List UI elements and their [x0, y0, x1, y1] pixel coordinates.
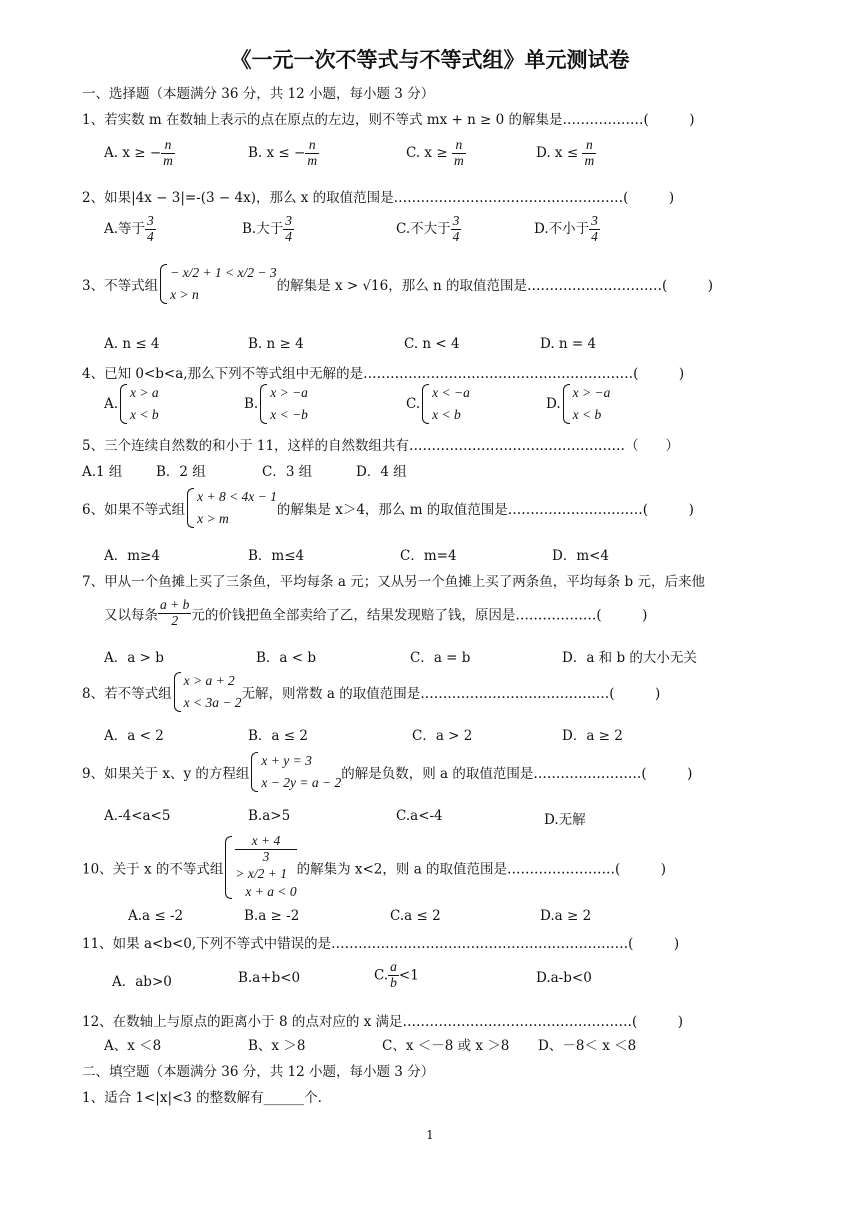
equation-system: x + y = 3 x − 2y = a − 2 — [249, 750, 341, 794]
option-c: C. x ≥ $\frac{n}{m}$ — [406, 137, 464, 168]
question-stem: 7、甲从一个鱼摊上买了三条鱼，平均每条 a 元；又从另一个鱼摊上买了两条鱼，平均每条 b 元，后来他 — [82, 574, 705, 590]
section-heading: 二、填空题（本题满分 36 分，共 12 小题，每小题 3 分） — [82, 1064, 435, 1080]
option-b: B.大于 $\frac{3}{4}$ — [242, 213, 292, 244]
option-a: A.-4<a<5 — [104, 808, 171, 824]
page-number: 1 — [426, 1128, 434, 1142]
option-c: C. n < 4 — [404, 336, 460, 352]
inequality-system: x + 4 3 > x/2 + 1 x + a < 0 — [223, 834, 296, 901]
section-heading: 一、选择题（本题满分 36 分，共 12 小题，每小题 3 分） — [82, 86, 435, 102]
question-stem: 12、在数轴上与原点的距离小于 8 的点对应的 x 满足……………………………………………( ) — [82, 1014, 684, 1030]
option-c: C、x ＜－8 或 x ＞8 — [382, 1038, 510, 1054]
option-d: D. x > −a x < b — [546, 382, 610, 426]
option-a: A. x ≥ − $\frac{n}{m}$ — [104, 137, 173, 168]
option-d: D. x ≤ $\frac{n}{m}$ — [536, 137, 595, 168]
option-c: C. x < −a x < b — [406, 382, 470, 426]
question-stem: 10、关于 x 的不等式组 x + 4 3 > x/2 + 1 x + a < 0 的解集为 x<2，则 a 的取值范围是……………………( ) — [82, 833, 667, 899]
question-stem: 3、不等式组 − x/2 + 1 < x/2 − 3 x > n 的解集是 x > √16，那么 n 的取值范围是…………………………( ) — [82, 262, 713, 306]
option-b: B．a ≤ 2 — [248, 728, 308, 744]
option-b: B、x ＞8 — [248, 1038, 306, 1054]
inequality-system: − x/2 + 1 < x/2 − 3 x > n — [158, 262, 277, 306]
option-b: B．2 组 — [156, 464, 206, 480]
option-c: C.a ≤ 2 — [390, 908, 441, 924]
option-d: D．m<4 — [552, 548, 610, 564]
option-c: C．m=4 — [400, 548, 457, 564]
question-stem: 1、若实数 m 在数轴上表示的点在原点的左边，则不等式 mx + n ≥ 0 的解集是………………( ) — [82, 112, 695, 128]
option-b: B.a+b<0 — [238, 970, 301, 986]
option-b: B.a ≥ -2 — [244, 908, 300, 924]
option-c: C. $\frac{a}{b}$ <1 — [374, 959, 419, 990]
option-d: D．a ≥ 2 — [562, 728, 623, 744]
option-d: D. n = 4 — [540, 336, 597, 352]
option-a: A、x ＜8 — [104, 1038, 162, 1054]
option-a: A.1 组 — [82, 464, 123, 480]
question-stem: 6、如果不等式组 x + 8 < 4x − 1 x > m 的解集是 x＞4，那么 m 的取值范围是…………………………( ) — [82, 486, 694, 530]
page-title: 《一元一次不等式与不等式组》单元测试卷 — [230, 48, 630, 72]
inequality-system: x > a + 2 x < 3a − 2 — [172, 670, 242, 714]
option-d: D．4 组 — [356, 464, 407, 480]
option-a: A. n ≤ 4 — [104, 336, 160, 352]
option-a: A．m≥4 — [104, 548, 160, 564]
option-d: D.不小于 $\frac{3}{4}$ — [534, 213, 598, 244]
option-a: A.a ≤ -2 — [128, 908, 184, 924]
option-b: B. x > −a x < −b — [244, 382, 308, 426]
option-b: B.a>5 — [248, 808, 291, 824]
option-d: D.无解 — [544, 812, 586, 828]
option-d: D．a 和 b 的大小无关 — [562, 650, 697, 666]
option-c: C.不大于 $\frac{3}{4}$ — [396, 213, 460, 244]
question-stem: 8、若不等式组 x > a + 2 x < 3a − 2 无解，则常数 a 的取值范围是……………………………………( ) — [82, 670, 660, 714]
option-c: C.a<-4 — [396, 808, 443, 824]
option-b: B．a < b — [256, 650, 317, 666]
option-a: A. x > a x < b — [104, 382, 159, 426]
fill-question: 1、适合 1<|x|<3 的整数解有______个. — [82, 1090, 322, 1106]
option-b: B．m≤4 — [248, 548, 305, 564]
option-c: C．a > 2 — [412, 728, 473, 744]
question-stem: 11、如果 a<b<0,下列不等式中错误的是…………………………………………………………( ) — [82, 936, 680, 952]
option-a: A．ab>0 — [112, 974, 172, 990]
inequality-system: x + 8 < 4x − 1 x > m — [185, 486, 277, 530]
question-stem: 2、如果|4x − 3|=-(3 − 4x)，那么 x 的取值范围是……………………………………………( ) — [82, 190, 675, 206]
option-a: A．a < 2 — [104, 728, 164, 744]
option-d: D.a-b<0 — [536, 970, 592, 986]
option-d: D、－8＜ x ＜8 — [538, 1038, 637, 1054]
option-c: C．a = b — [410, 650, 471, 666]
option-a: A.等于 $\frac{3}{4}$ — [104, 213, 154, 244]
question-stem: 5、三个连续自然数的和小于 11，这样的自然数组共有…………………………………………（ ） — [82, 438, 680, 454]
option-b: B. n ≥ 4 — [248, 336, 304, 352]
option-d: D.a ≥ 2 — [540, 908, 592, 924]
question-stem-cont: 又以每条 $\frac{a + b}{2}$ 元的价钱把鱼全部卖给了乙，结果发现赔了钱，原因是………………( ) — [104, 597, 648, 628]
option-a: A．a > b — [104, 650, 164, 666]
question-stem: 4、已知 0<b<a,那么下列不等式组中无解的是……………………………………………………( ) — [82, 366, 685, 382]
question-stem: 9、如果关于 x、y 的方程组 x + y = 3 x − 2y = a − 2 的解是负数，则 a 的取值范围是……………………( ) — [82, 750, 692, 794]
option-c: C．3 组 — [262, 464, 313, 480]
option-b: B. x ≤ − $\frac{n}{m}$ — [248, 137, 318, 168]
